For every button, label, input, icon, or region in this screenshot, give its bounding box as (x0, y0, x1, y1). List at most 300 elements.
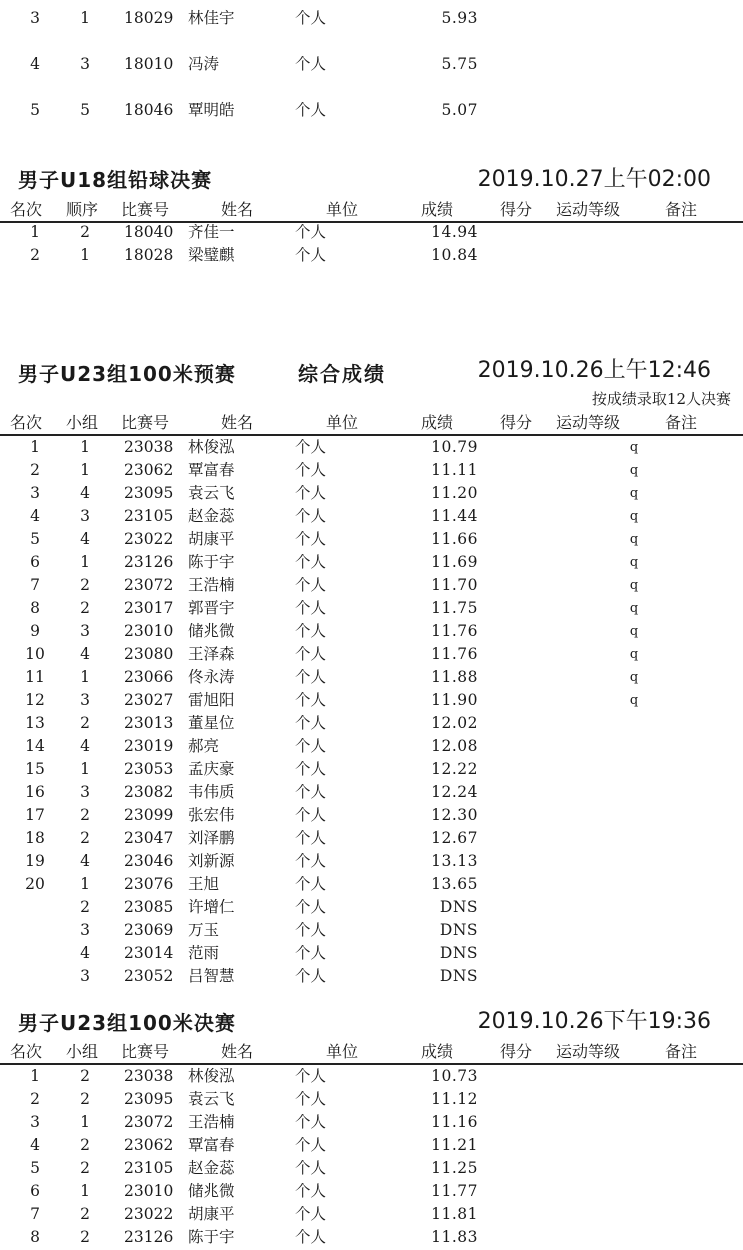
athlete-name-cell: 陈于宇 (188, 1228, 235, 1246)
bib-cell: 23046 (124, 852, 174, 870)
bib-cell: 23066 (124, 668, 174, 686)
table-row (0, 53, 743, 76)
result-cell: 11.16 (431, 1113, 478, 1131)
table-row (0, 942, 743, 965)
result-cell: DNS (439, 967, 478, 985)
qualified-mark: q (629, 601, 639, 616)
order-cell: 4 (80, 737, 90, 755)
table-row (0, 965, 743, 988)
table-row (0, 712, 743, 735)
rank-cell: 16 (25, 783, 45, 801)
result-cell: 11.44 (431, 507, 478, 525)
result-cell: 11.88 (431, 668, 478, 686)
rank-cell: 1 (30, 438, 40, 456)
athlete-name-cell: 齐佳一 (188, 223, 235, 241)
unit-cell: 个人 (295, 55, 327, 73)
rank-cell: 14 (25, 737, 45, 755)
header-rank: 名次 (10, 1042, 43, 1061)
athlete-name-cell: 林俊泓 (188, 438, 235, 456)
unit-cell: 个人 (295, 1182, 327, 1200)
bib-cell: 23095 (124, 1090, 174, 1108)
unit-cell: 个人 (295, 1159, 327, 1177)
bib-cell: 23105 (124, 507, 174, 525)
bib-cell: 18010 (124, 55, 174, 73)
header-bib: 比赛号 (121, 200, 170, 219)
result-cell: 11.70 (431, 576, 478, 594)
result-cell: 11.81 (431, 1205, 478, 1223)
rank-cell: 1 (30, 1067, 40, 1085)
unit-cell: 个人 (295, 944, 327, 962)
header-score: 得分 (500, 200, 533, 219)
athlete-name-cell: 陈于宇 (188, 553, 235, 571)
result-cell: 11.20 (431, 484, 478, 502)
order-cell: 3 (80, 622, 90, 640)
order-cell: 2 (80, 714, 90, 732)
header-name: 姓名 (221, 413, 254, 432)
athlete-name-cell: 储兆微 (188, 1182, 235, 1200)
table-row (0, 459, 743, 482)
order-cell: 1 (80, 1182, 90, 1200)
order-cell: 3 (80, 55, 90, 73)
athlete-name-cell: 胡康平 (188, 1205, 235, 1223)
header-unit: 单位 (326, 200, 359, 219)
rank-cell: 18 (25, 829, 45, 847)
result-cell: 10.79 (431, 438, 478, 456)
rank-cell: 17 (25, 806, 45, 824)
athlete-name-cell: 吕智慧 (188, 967, 235, 985)
table-row (0, 735, 743, 758)
header-remark: 备注 (665, 1042, 698, 1061)
section3-datetime: 2019.10.26下午19:36 (477, 1009, 711, 1034)
qualified-mark: q (629, 486, 639, 501)
order-cell: 2 (80, 806, 90, 824)
header-score: 得分 (500, 413, 533, 432)
result-cell: 11.77 (431, 1182, 478, 1200)
bib-cell: 23038 (124, 438, 174, 456)
bib-cell: 23052 (124, 967, 174, 985)
bib-cell: 23022 (124, 530, 174, 548)
order-cell: 4 (80, 645, 90, 663)
unit-cell: 个人 (295, 852, 327, 870)
section2-header-row (0, 412, 743, 436)
result-cell: 11.76 (431, 645, 478, 663)
qualified-mark: q (629, 578, 639, 593)
order-cell: 2 (80, 1228, 90, 1246)
header-bib: 比赛号 (121, 413, 170, 432)
result-cell: DNS (439, 921, 478, 939)
athlete-name-cell: 万玉 (188, 921, 220, 939)
header-name: 姓名 (221, 1042, 254, 1061)
result-cell: DNS (439, 944, 478, 962)
rank-cell: 13 (25, 714, 45, 732)
rank-cell: 2 (30, 246, 40, 264)
table-row (0, 574, 743, 597)
athlete-name-cell: 刘泽鹏 (188, 829, 235, 847)
qualified-mark: q (629, 463, 639, 478)
bib-cell: 23105 (124, 1159, 174, 1177)
unit-cell: 个人 (295, 576, 327, 594)
result-cell: 11.69 (431, 553, 478, 571)
order-cell: 2 (80, 223, 90, 241)
order-cell: 3 (80, 921, 90, 939)
table-row (0, 1088, 743, 1111)
rank-cell: 15 (25, 760, 45, 778)
unit-cell: 个人 (295, 1136, 327, 1154)
table-row (0, 919, 743, 942)
result-cell: 11.75 (431, 599, 478, 617)
order-cell: 2 (80, 1067, 90, 1085)
athlete-name-cell: 袁云飞 (188, 484, 235, 502)
order-cell: 2 (80, 1205, 90, 1223)
bib-cell: 18029 (124, 9, 174, 27)
result-cell: 11.83 (431, 1228, 478, 1246)
result-cell: 11.90 (431, 691, 478, 709)
qualified-mark: q (629, 509, 639, 524)
table-row (0, 1157, 743, 1180)
order-cell: 3 (80, 967, 90, 985)
table-row (0, 1226, 743, 1249)
bib-cell: 23014 (124, 944, 174, 962)
order-cell: 1 (80, 668, 90, 686)
athlete-name-cell: 林俊泓 (188, 1067, 235, 1085)
order-cell: 4 (80, 944, 90, 962)
athlete-name-cell: 郝亮 (188, 737, 220, 755)
qualified-mark: q (629, 647, 639, 662)
header-result: 成绩 (421, 1042, 454, 1061)
header-unit: 单位 (326, 413, 359, 432)
table-row (0, 689, 743, 712)
bib-cell: 23076 (124, 875, 174, 893)
section2-title: 男子U23组100米预赛 (18, 362, 236, 386)
table-row (0, 850, 743, 873)
table-row (0, 597, 743, 620)
order-cell: 1 (80, 246, 90, 264)
order-cell: 3 (80, 691, 90, 709)
athlete-name-cell: 王泽森 (188, 645, 235, 663)
bib-cell: 23080 (124, 645, 174, 663)
rank-cell: 8 (30, 1228, 40, 1246)
athlete-name-cell: 王浩楠 (188, 1113, 235, 1131)
result-cell: 5.93 (441, 9, 478, 27)
rank-cell: 3 (30, 484, 40, 502)
header-result: 成绩 (421, 200, 454, 219)
unit-cell: 个人 (295, 645, 327, 663)
unit-cell: 个人 (295, 898, 327, 916)
rank-cell: 5 (30, 101, 40, 119)
result-cell: 12.30 (431, 806, 478, 824)
rank-cell: 12 (25, 691, 45, 709)
order-cell: 4 (80, 484, 90, 502)
athlete-name-cell: 董星位 (188, 714, 235, 732)
unit-cell: 个人 (295, 875, 327, 893)
unit-cell: 个人 (295, 223, 327, 241)
order-cell: 2 (80, 599, 90, 617)
athlete-name-cell: 许增仁 (188, 898, 235, 916)
athlete-name-cell: 胡康平 (188, 530, 235, 548)
section1-header-row (0, 199, 743, 223)
qualified-mark: q (629, 532, 639, 547)
table-row (0, 528, 743, 551)
unit-cell: 个人 (295, 760, 327, 778)
table-row (0, 827, 743, 850)
rank-cell: 5 (30, 1159, 40, 1177)
table-row (0, 873, 743, 896)
athlete-name-cell: 覃富春 (188, 461, 235, 479)
athlete-name-cell: 覃明皓 (188, 101, 235, 119)
table-row (0, 505, 743, 528)
bib-cell: 23099 (124, 806, 174, 824)
section1-title: 男子U18组铅球决赛 (18, 168, 213, 192)
rank-cell: 7 (30, 1205, 40, 1223)
table-row (0, 1203, 743, 1226)
header-grade: 运动等级 (556, 413, 621, 432)
result-cell: 11.11 (431, 461, 478, 479)
rank-cell: 11 (25, 668, 45, 686)
result-cell: 11.12 (431, 1090, 478, 1108)
athlete-name-cell: 张宏伟 (188, 806, 235, 824)
result-cell: 10.73 (431, 1067, 478, 1085)
order-cell: 1 (80, 553, 90, 571)
header-rank: 名次 (10, 200, 43, 219)
section2-subtitle: 综合成绩 (298, 362, 386, 386)
rank-cell: 10 (25, 645, 45, 663)
header-unit: 单位 (326, 1042, 359, 1061)
qualified-mark: q (629, 440, 639, 455)
qualified-mark: q (629, 693, 639, 708)
result-cell: 12.02 (431, 714, 478, 732)
unit-cell: 个人 (295, 9, 327, 27)
order-cell: 1 (80, 1113, 90, 1131)
bib-cell: 23017 (124, 599, 174, 617)
result-cell: 10.84 (431, 246, 478, 264)
table-row (0, 643, 743, 666)
header-group: 小组 (66, 1042, 99, 1061)
bib-cell: 23072 (124, 1113, 174, 1131)
result-cell: 5.75 (441, 55, 478, 73)
table-row (0, 1111, 743, 1134)
rank-cell: 4 (30, 507, 40, 525)
header-remark: 备注 (665, 413, 698, 432)
rank-cell: 9 (30, 622, 40, 640)
order-cell: 2 (80, 829, 90, 847)
table-row (0, 620, 743, 643)
bib-cell: 23047 (124, 829, 174, 847)
order-cell: 4 (80, 530, 90, 548)
unit-cell: 个人 (295, 484, 327, 502)
header-rank: 名次 (10, 413, 43, 432)
header-remark: 备注 (665, 200, 698, 219)
result-cell: 11.25 (431, 1159, 478, 1177)
athlete-name-cell: 袁云飞 (188, 1090, 235, 1108)
section3-header-row (0, 1041, 743, 1065)
unit-cell: 个人 (295, 438, 327, 456)
unit-cell: 个人 (295, 829, 327, 847)
section3-title: 男子U23组100米决赛 (18, 1011, 236, 1035)
unit-cell: 个人 (295, 668, 327, 686)
rank-cell: 2 (30, 461, 40, 479)
bib-cell: 18028 (124, 246, 174, 264)
table-row (0, 244, 743, 267)
header-score: 得分 (500, 1042, 533, 1061)
order-cell: 3 (80, 507, 90, 525)
table-row (0, 221, 743, 244)
athlete-name-cell: 孟庆豪 (188, 760, 235, 778)
unit-cell: 个人 (295, 1205, 327, 1223)
qualified-mark: q (629, 555, 639, 570)
bib-cell: 23053 (124, 760, 174, 778)
table-row (0, 896, 743, 919)
header-bib: 比赛号 (121, 1042, 170, 1061)
unit-cell: 个人 (295, 691, 327, 709)
rank-cell: 5 (30, 530, 40, 548)
unit-cell: 个人 (295, 599, 327, 617)
unit-cell: 个人 (295, 921, 327, 939)
rank-cell: 19 (25, 852, 45, 870)
result-cell: 12.08 (431, 737, 478, 755)
unit-cell: 个人 (295, 1090, 327, 1108)
unit-cell: 个人 (295, 714, 327, 732)
athlete-name-cell: 梁璧麒 (188, 246, 235, 264)
bib-cell: 23085 (124, 898, 174, 916)
header-name: 姓名 (221, 200, 254, 219)
athlete-name-cell: 储兆微 (188, 622, 235, 640)
bib-cell: 23010 (124, 1182, 174, 1200)
athlete-name-cell: 韦伟质 (188, 783, 235, 801)
bib-cell: 23072 (124, 576, 174, 594)
header-order: 顺序 (66, 200, 99, 219)
athlete-name-cell: 王浩楠 (188, 576, 235, 594)
order-cell: 4 (80, 852, 90, 870)
table-row (0, 666, 743, 689)
result-cell: 11.21 (431, 1136, 478, 1154)
order-cell: 1 (80, 875, 90, 893)
unit-cell: 个人 (295, 622, 327, 640)
table-row (0, 1180, 743, 1203)
rank-cell: 7 (30, 576, 40, 594)
bib-cell: 23010 (124, 622, 174, 640)
bib-cell: 23022 (124, 1205, 174, 1223)
rank-cell: 3 (30, 9, 40, 27)
order-cell: 1 (80, 461, 90, 479)
result-cell: 13.65 (431, 875, 478, 893)
athlete-name-cell: 郭晋宇 (188, 599, 235, 617)
athlete-name-cell: 赵金蕊 (188, 507, 235, 525)
header-group: 小组 (66, 413, 99, 432)
athlete-name-cell: 林佳宇 (188, 9, 235, 27)
qualified-mark: q (629, 624, 639, 639)
athlete-name-cell: 佟永涛 (188, 668, 235, 686)
bib-cell: 23095 (124, 484, 174, 502)
header-grade: 运动等级 (556, 200, 621, 219)
table-row (0, 551, 743, 574)
result-cell: 11.66 (431, 530, 478, 548)
result-cell: DNS (439, 898, 478, 916)
bib-cell: 23126 (124, 1228, 174, 1246)
bib-cell: 23038 (124, 1067, 174, 1085)
qualified-mark: q (629, 670, 639, 685)
rank-cell: 4 (30, 1136, 40, 1154)
table-row (0, 781, 743, 804)
unit-cell: 个人 (295, 101, 327, 119)
header-grade: 运动等级 (556, 1042, 621, 1061)
result-cell: 12.67 (431, 829, 478, 847)
athlete-name-cell: 雷旭阳 (188, 691, 235, 709)
result-cell: 5.07 (441, 101, 478, 119)
order-cell: 5 (80, 101, 90, 119)
order-cell: 1 (80, 760, 90, 778)
table-row (0, 7, 743, 30)
unit-cell: 个人 (295, 967, 327, 985)
table-row (0, 1065, 743, 1088)
rank-cell: 3 (30, 1113, 40, 1131)
result-cell: 11.76 (431, 622, 478, 640)
athlete-name-cell: 刘新源 (188, 852, 235, 870)
table-row (0, 758, 743, 781)
table-row (0, 804, 743, 827)
order-cell: 2 (80, 1090, 90, 1108)
athlete-name-cell: 覃富春 (188, 1136, 235, 1154)
rank-cell: 4 (30, 55, 40, 73)
unit-cell: 个人 (295, 507, 327, 525)
bib-cell: 23082 (124, 783, 174, 801)
order-cell: 2 (80, 1136, 90, 1154)
athlete-name-cell: 冯涛 (188, 55, 220, 73)
bib-cell: 23019 (124, 737, 174, 755)
section1-datetime: 2019.10.27上午02:00 (477, 167, 711, 192)
athlete-name-cell: 范雨 (188, 944, 220, 962)
order-cell: 1 (80, 9, 90, 27)
unit-cell: 个人 (295, 530, 327, 548)
table-row (0, 436, 743, 459)
unit-cell: 个人 (295, 1067, 327, 1085)
unit-cell: 个人 (295, 1228, 327, 1246)
section2-datetime: 2019.10.26上午12:46 (477, 358, 711, 383)
unit-cell: 个人 (295, 806, 327, 824)
table-row (0, 482, 743, 505)
order-cell: 2 (80, 898, 90, 916)
bib-cell: 23027 (124, 691, 174, 709)
bib-cell: 23013 (124, 714, 174, 732)
rank-cell: 20 (25, 875, 45, 893)
order-cell: 1 (80, 438, 90, 456)
unit-cell: 个人 (295, 783, 327, 801)
result-cell: 12.24 (431, 783, 478, 801)
result-cell: 14.94 (431, 223, 478, 241)
rank-cell: 8 (30, 599, 40, 617)
unit-cell: 个人 (295, 737, 327, 755)
unit-cell: 个人 (295, 461, 327, 479)
result-cell: 13.13 (431, 852, 478, 870)
rank-cell: 6 (30, 1182, 40, 1200)
bib-cell: 23126 (124, 553, 174, 571)
unit-cell: 个人 (295, 553, 327, 571)
unit-cell: 个人 (295, 1113, 327, 1131)
rank-cell: 6 (30, 553, 40, 571)
order-cell: 3 (80, 783, 90, 801)
athlete-name-cell: 王旭 (188, 875, 220, 893)
rank-cell: 1 (30, 223, 40, 241)
header-result: 成绩 (421, 413, 454, 432)
bib-cell: 18046 (124, 101, 174, 119)
rank-cell: 2 (30, 1090, 40, 1108)
unit-cell: 个人 (295, 246, 327, 264)
order-cell: 2 (80, 1159, 90, 1177)
section2-note: 按成绩录取12人决赛 (591, 390, 731, 408)
table-row (0, 1134, 743, 1157)
table-row (0, 99, 743, 122)
bib-cell: 23062 (124, 1136, 174, 1154)
order-cell: 2 (80, 576, 90, 594)
